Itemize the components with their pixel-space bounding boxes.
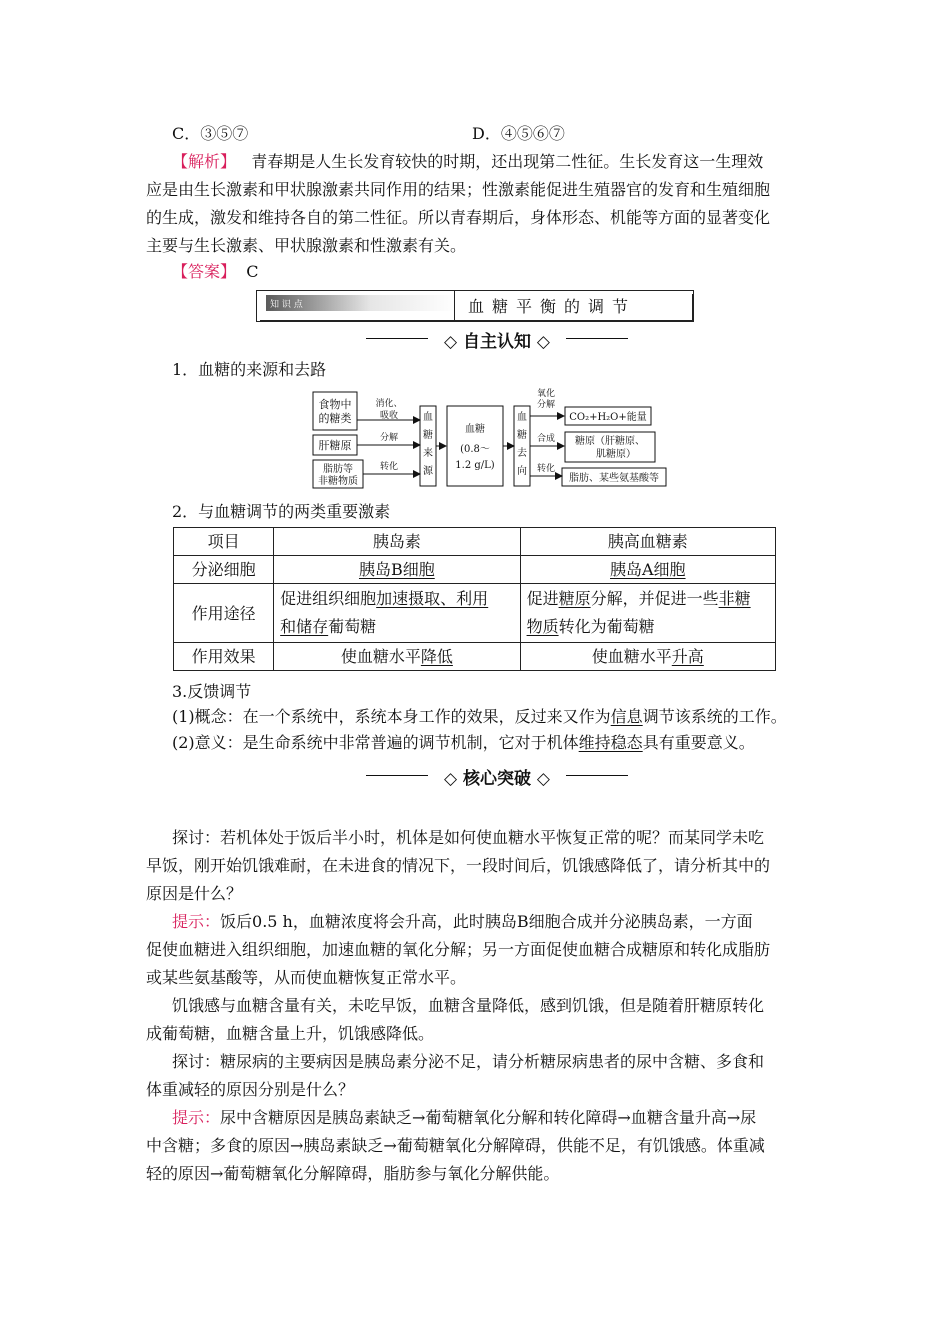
section-header-self-study: ◇ 自主认知 ◇ [362,327,632,349]
arrow-label-decompose: 分解 [379,433,399,443]
item1-heading: 1．血糖的来源和去路 [172,360,327,379]
arrow-label-synthesize: 合成 [536,434,556,444]
item3-heading: 3.反馈调节 [172,682,252,701]
analysis-line-2: 应是由生长激素和甲状腺激素共同作用的结果；性激素能促进生殖器官的发育和生殖细胞 [146,180,771,199]
source-group-label: 血糖来源 [423,412,433,477]
blood-sugar-diagram [310,388,670,490]
sink-glycogen: 糖原（肝糖原、肌糖原） [575,436,645,460]
sink-fat: 脂肪、某些氨基酸等 [569,473,659,484]
table-row: 作用途径 促进组织细胞加速摄取、利用 和储存葡萄糖 促进糖原分解，并促进一些非糖 物质转化为葡萄糖 [174,584,776,643]
arrow-label-convert-in: 转化 [379,462,399,472]
table-header-glucagon: 胰高血糖素 [520,528,775,556]
answer-line [172,262,258,282]
answer-label: 【答案】 [172,262,237,281]
discussion1-line-2: 早饭，刚开始饥饿难耐，在未进食的情况下，一段时间后，饥饿感降低了，请分析其中的 [146,856,771,875]
hint1-label: 提示： [172,912,221,931]
table-row: 作用效果 使血糖水平降低 使血糖水平升高 [174,643,776,671]
knowledge-point-label: 知 识 点 [266,295,456,311]
table-row: 分泌细胞 胰岛B细胞 胰岛A细胞 [174,556,776,584]
source-food [319,397,352,425]
table-header-row [174,528,776,556]
arrow-label-digest: 消化、吸收 [375,399,403,421]
analysis-line-4: 主要与生长激素、甲状腺激素和性激素有关。 [146,236,467,255]
hormone-table [173,527,776,671]
hint1-line-2: 促使血糖进入组织细胞，加速血糖的氧化分解；另一方面促使血糖合成糖原和转化成脂肪 [146,940,771,959]
discussion2-line-2: 体重减轻的原因分别是什么？ [146,1080,355,1099]
discussion1-line-1: 探讨：若机体处于饭后半小时，机体是如何使血糖水平恢复正常的呢？而某同学未吃 [172,828,765,847]
analysis-line-3: 的生成，激发和维持各自的第二性征。所以青春期后，身体形态、机能等方面的显著变化 [146,208,771,227]
sink-group-label: 血糖去向 [517,412,527,477]
arrow-label-oxidize: 氧化分解 [536,389,556,410]
discussion2-line-1: 探讨：糖尿病的主要病因是胰岛素分泌不足，请分析糖尿病患者的尿中含糖、多食和 [172,1052,765,1071]
source-food-l2: 的糖类 [318,412,352,425]
hint2-line-2: 中含糖；多食的原因→胰岛素缺乏→葡萄糖氧化分解障碍，供能不足，有饥饿感。体重减 [146,1136,765,1155]
arrow-label-convert-out: 转化 [536,464,556,474]
item3-concept: (1)概念：在一个系统中，系统本身工作的效果，反过来又作为信息调节该系统的工作。 [172,707,787,726]
option-c: C．③⑤⑦ [172,124,249,143]
hint2-line-1: 提示：尿中含糖原因是胰岛素缺乏→葡萄糖氧化分解和转化障碍→血糖含量升高→尿 [172,1108,757,1127]
hint1-line-1: 提示：饭后0.5 h，血糖浓度将会升高，此时胰岛B细胞合成并分泌胰岛素，一方面 [172,912,753,931]
center-blood-sugar: 血糖(0.8～ 1.2 g/L) [455,424,495,471]
item2-heading: 2．与血糖调节的两类重要激素 [172,502,391,521]
answer-value: C [246,262,259,281]
knowledge-point-banner [256,290,694,322]
table-header-insulin: 胰岛素 [274,528,520,556]
analysis-line-1: 【解析】 青春期是人生长发育较快的时期，还出现第二性征。生长发育这一生理效 [172,152,764,171]
source-glycogen: 肝糖原 [318,439,352,452]
knowledge-point-title: 血糖平衡的调节 [468,297,637,316]
hint1-extra-1: 饥饿感与血糖含量有关，未吃早饭，血糖含量降低，感到饥饿，但是随着肝糖原转化 [172,996,765,1015]
option-d: D．④⑤⑥⑦ [472,124,565,143]
hint2-line-3: 轻的原因→葡萄糖氧化分解障碍，脂肪参与氧化分解供能。 [146,1164,560,1183]
source-food-l1: 食物中 [318,398,352,411]
section-header-core: ◇ 核心突破 ◇ [362,764,632,786]
source-fat: 脂肪等非糖物质 [318,464,358,487]
item3-meaning: (2)意义：是生命系统中非常普遍的调节机制，它对于机体维持稳态具有重要意义。 [172,733,755,752]
sink-energy: CO₂+H₂O+能量 [569,412,647,423]
hint1-extra-2: 成葡萄糖，血糖含量上升，饥饿感降低。 [146,1024,435,1043]
analysis-label: 【解析】 [172,152,237,171]
discussion1-line-3: 原因是什么？ [146,884,243,903]
hint2-label: 提示： [172,1108,221,1127]
hint1-line-3: 或某些氨基酸等，从而使血糖恢复正常水平。 [146,968,467,987]
table-header-item: 项目 [174,528,274,556]
